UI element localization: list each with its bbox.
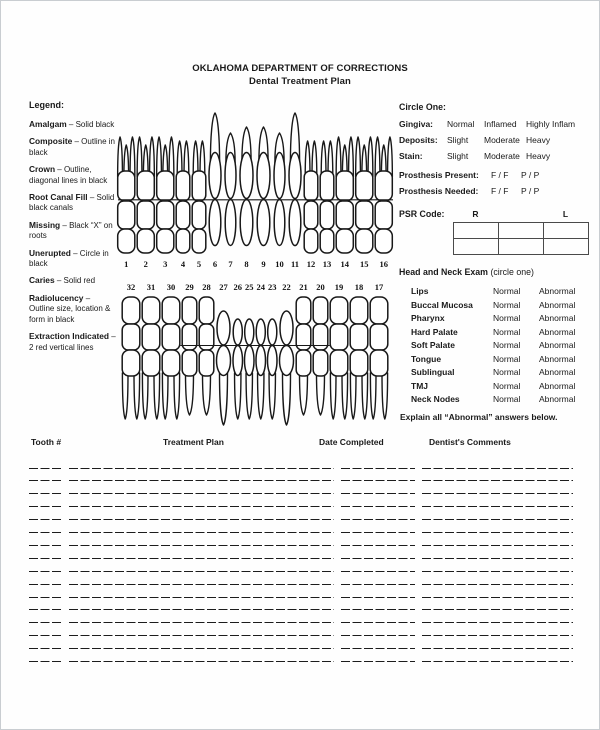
head-neck-site-label: Soft Palate <box>411 340 455 350</box>
treatment-table-row <box>29 649 573 662</box>
legend-term: Caries <box>29 275 55 286</box>
head-neck-row <box>399 340 593 353</box>
tooth-32 <box>122 297 140 419</box>
column-header-tooth-number: Tooth # <box>31 437 62 447</box>
treatment-table-row <box>29 624 573 637</box>
dentists-comments-line[interactable] <box>422 636 573 649</box>
tooth-number-line[interactable] <box>29 533 62 546</box>
treatment-plan-rows <box>29 456 573 662</box>
legend-desc: – Circle in black <box>29 248 109 269</box>
tooth-18 <box>350 297 368 419</box>
circle-one-row <box>399 135 593 148</box>
tooth-11 <box>289 113 301 246</box>
treatment-table-row <box>29 508 573 521</box>
treatment-table-row <box>29 611 573 624</box>
treatment-plan-line[interactable] <box>69 649 334 662</box>
tooth-chart <box>109 101 401 431</box>
date-completed-line[interactable] <box>341 456 415 469</box>
tooth-12 <box>304 141 318 253</box>
treatment-table-row <box>29 520 573 533</box>
prosthesis-needed-partial-option: P / P <box>521 186 540 196</box>
dentists-comments-line[interactable] <box>422 495 573 508</box>
upper-tooth-number: 7 <box>228 259 233 269</box>
head-neck-site-label: Tongue <box>411 353 442 364</box>
tooth-4 <box>176 141 190 253</box>
upper-tooth-number: 12 <box>306 259 316 269</box>
tooth-number-line[interactable] <box>29 559 62 572</box>
treatment-plan-line[interactable] <box>69 456 334 469</box>
head-neck-normal-option: Normal <box>493 313 521 323</box>
dentists-comments-line[interactable] <box>422 456 573 469</box>
tooth-number-line[interactable] <box>29 469 62 482</box>
legend-desc: – Black “X” on roots <box>29 220 113 241</box>
circle-one-row <box>399 119 593 132</box>
dentists-comments-line[interactable] <box>422 546 573 559</box>
treatment-plan-line[interactable] <box>69 495 334 508</box>
treatment-table-row <box>29 572 573 585</box>
prosthesis-present-row <box>399 170 593 183</box>
tooth-5 <box>192 141 206 253</box>
lower-tooth-number: 18 <box>354 282 364 292</box>
psr-cell[interactable] <box>499 223 544 239</box>
dentists-comments-line[interactable] <box>422 624 573 637</box>
form-title-document: Dental Treatment Plan <box>249 76 351 87</box>
treatment-table-row <box>29 546 573 559</box>
head-neck-heading-note: (circle one) <box>488 267 534 277</box>
tooth-6 <box>209 113 221 246</box>
date-completed-line[interactable] <box>341 611 415 624</box>
dentists-comments-line[interactable] <box>422 559 573 572</box>
head-neck-abnormal-option: Abnormal <box>539 286 576 296</box>
head-neck-abnormal-option: Abnormal <box>539 340 576 350</box>
tooth-number-line[interactable] <box>29 611 62 624</box>
circle-one-option: Heavy <box>526 151 551 161</box>
circle-one-row-label: Deposits: <box>399 135 438 145</box>
upper-tooth-number: 1 <box>124 259 129 269</box>
date-completed-line[interactable] <box>341 559 415 572</box>
prosthesis-present-label: Prosthesis Present: <box>399 170 479 180</box>
treatment-plan-line[interactable] <box>69 624 334 637</box>
tooth-number-line[interactable] <box>29 495 62 508</box>
head-neck-normal-option: Normal <box>493 367 521 377</box>
dentists-comments-line[interactable] <box>422 520 573 533</box>
legend-desc: – Solid black canals <box>29 193 115 213</box>
tooth-chart-svg <box>109 101 401 431</box>
treatment-plan-line[interactable] <box>69 598 334 611</box>
head-neck-site-label: Hard Palate <box>411 326 458 337</box>
date-completed-line[interactable] <box>341 482 415 495</box>
lower-tooth-number: 22 <box>282 282 291 292</box>
upper-tooth-number: 10 <box>275 259 284 269</box>
head-neck-abnormal-option: Abnormal <box>539 380 576 391</box>
lower-tooth-number: 31 <box>146 282 156 292</box>
date-completed-line[interactable] <box>341 649 415 662</box>
upper-tooth-number: 8 <box>244 259 249 269</box>
lower-tooth-number: 17 <box>374 282 384 292</box>
head-neck-abnormal-option: Abnormal <box>539 353 576 364</box>
treatment-plan-line[interactable] <box>69 572 334 585</box>
head-neck-site-label: TMJ <box>411 380 428 391</box>
date-completed-line[interactable] <box>341 546 415 559</box>
tooth-29 <box>182 297 197 415</box>
tooth-1 <box>118 137 135 253</box>
legend-item <box>29 192 117 214</box>
circle-one-row <box>399 151 593 164</box>
dentists-comments-line[interactable] <box>422 611 573 624</box>
upper-tooth-number: 4 <box>180 259 186 269</box>
circle-one-option: Heavy <box>526 135 551 145</box>
tooth-26 <box>233 319 243 419</box>
treatment-table-row <box>29 598 573 611</box>
lower-tooth-number: 29 <box>185 282 194 292</box>
treatment-plan-line[interactable] <box>69 508 334 521</box>
tooth-22 <box>280 311 294 425</box>
head-neck-site-label: Pharynx <box>411 313 445 323</box>
date-completed-line[interactable] <box>341 533 415 546</box>
treatment-table-row <box>29 495 573 508</box>
prosthesis-needed-label: Prosthesis Needed: <box>399 186 479 196</box>
treatment-table-row <box>29 469 573 482</box>
head-neck-normal-option: Normal <box>493 380 521 391</box>
treatment-plan-line[interactable] <box>69 559 334 572</box>
treatment-plan-line[interactable] <box>69 611 334 624</box>
head-neck-row <box>399 354 593 367</box>
head-neck-normal-option: Normal <box>493 299 521 310</box>
psr-left-label: L <box>562 209 569 219</box>
legend-heading: Legend: <box>29 100 64 110</box>
head-neck-normal-option: Normal <box>493 353 521 364</box>
head-neck-row <box>399 367 593 380</box>
date-completed-line[interactable] <box>341 508 415 521</box>
legend-item <box>29 164 117 186</box>
dentists-comments-line[interactable] <box>422 469 573 482</box>
legend-term: Composite <box>29 136 73 147</box>
prosthesis-needed-row <box>399 186 593 199</box>
head-neck-heading <box>399 267 534 277</box>
legend-term: Radiolucency <box>29 292 84 303</box>
tooth-number-line[interactable] <box>29 598 62 611</box>
abnormal-explain-note: Explain all “Abnormal” answers below. <box>400 412 558 422</box>
legend-term: Amalgam <box>29 119 67 129</box>
dentists-comments-line[interactable] <box>422 508 573 521</box>
legend-desc: – Outline in black <box>29 137 115 157</box>
psr-cell[interactable] <box>499 239 544 255</box>
lower-tooth-number: 19 <box>334 282 344 292</box>
head-neck-normal-option: Normal <box>493 340 521 350</box>
circle-one-option: Normal <box>447 119 475 129</box>
tooth-number-line[interactable] <box>29 508 62 521</box>
upper-tooth-number: 6 <box>212 259 218 269</box>
tooth-number-line[interactable] <box>29 624 62 637</box>
head-neck-site-label: Buccal Mucosa <box>411 299 473 310</box>
lower-tooth-number: 25 <box>245 282 254 292</box>
head-neck-row <box>399 327 593 340</box>
prosthesis-present-full-option: F / F <box>491 170 509 180</box>
lower-tooth-number: 21 <box>299 282 308 292</box>
head-neck-abnormal-option: Abnormal <box>539 313 576 323</box>
tooth-number-line[interactable] <box>29 649 62 662</box>
form-titles <box>1 62 599 88</box>
tooth-number-line[interactable] <box>29 636 62 649</box>
upper-tooth-number: 15 <box>360 259 369 269</box>
treatment-plan-line[interactable] <box>69 636 334 649</box>
psr-cell[interactable] <box>544 239 589 255</box>
lower-tooth-number: 20 <box>316 282 325 292</box>
tooth-14 <box>336 137 353 253</box>
legend-item <box>29 220 117 242</box>
upper-tooth-number: 9 <box>261 259 266 269</box>
head-neck-row <box>399 300 593 313</box>
column-header-date-completed: Date Completed <box>319 437 384 447</box>
psr-right-label: R <box>472 209 479 219</box>
prosthesis-present-partial-option: P / P <box>521 170 540 180</box>
legend-item <box>29 248 117 270</box>
lower-tooth-number: 27 <box>219 282 228 292</box>
tooth-number-line[interactable] <box>29 456 62 469</box>
head-neck-abnormal-option: Abnormal <box>539 394 576 404</box>
tooth-8 <box>240 127 253 246</box>
tooth-20 <box>313 297 328 415</box>
tooth-13 <box>320 141 334 253</box>
legend-desc: – Solid red <box>54 276 96 286</box>
circle-one-option: Inflamed <box>484 119 517 129</box>
date-completed-line[interactable] <box>341 520 415 533</box>
psr-cell[interactable] <box>454 223 499 239</box>
tooth-number-line[interactable] <box>29 546 62 559</box>
date-completed-line[interactable] <box>341 624 415 637</box>
treatment-table-row <box>29 533 573 546</box>
head-neck-normal-option: Normal <box>493 326 521 337</box>
date-completed-line[interactable] <box>341 636 415 649</box>
date-completed-line[interactable] <box>341 495 415 508</box>
tooth-17 <box>370 297 388 419</box>
head-neck-abnormal-option: Abnormal <box>539 326 576 337</box>
head-neck-row <box>399 313 593 326</box>
dentists-comments-line[interactable] <box>422 585 573 598</box>
tooth-21 <box>296 297 311 415</box>
tooth-7 <box>225 133 236 246</box>
date-completed-line[interactable] <box>341 572 415 585</box>
upper-tooth-number: 11 <box>290 259 300 269</box>
legend-items <box>29 119 117 353</box>
date-completed-line[interactable] <box>341 585 415 598</box>
head-neck-site-label: Lips <box>411 286 429 296</box>
legend-item <box>29 275 117 286</box>
legend-term: Missing <box>29 219 61 230</box>
circle-one-heading: Circle One: <box>399 102 446 112</box>
tooth-2 <box>137 137 154 253</box>
tooth-10 <box>274 133 285 246</box>
circle-one-option: Highly Inflam <box>526 119 576 129</box>
legend-item <box>29 136 117 158</box>
legend-desc: – Outline, diagonal lines in black <box>29 165 108 185</box>
tooth-30 <box>162 297 180 419</box>
circle-one-option: Slight <box>447 135 469 145</box>
tooth-27 <box>217 311 231 425</box>
exam-column <box>399 101 593 431</box>
legend-item <box>29 119 117 130</box>
treatment-plan-line[interactable] <box>69 482 334 495</box>
circle-one-option: Moderate <box>484 135 520 145</box>
treatment-table-row <box>29 559 573 572</box>
treatment-table-row <box>29 636 573 649</box>
lower-tooth-number: 23 <box>268 282 277 292</box>
circle-one-row-label: Gingiva: <box>399 119 434 129</box>
circle-one-option: Slight <box>447 151 469 161</box>
form-title-organization: OKLAHOMA DEPARTMENT OF CORRECTIONS <box>192 63 408 74</box>
upper-tooth-number: 14 <box>340 259 349 269</box>
lower-tooth-number: 24 <box>256 282 265 292</box>
tooth-number-line[interactable] <box>29 572 62 585</box>
lower-tooth-number: 26 <box>233 282 242 292</box>
head-neck-row <box>399 381 593 394</box>
upper-tooth-number: 3 <box>163 259 168 269</box>
upper-tooth-number: 2 <box>143 259 148 269</box>
legend-desc: – Outline size, location & form in black <box>29 293 111 324</box>
psr-cell[interactable] <box>454 239 499 255</box>
tooth-24 <box>256 319 266 419</box>
dentists-comments-line[interactable] <box>422 572 573 585</box>
psr-code-table <box>453 222 589 255</box>
circle-one-row-label: Stain: <box>399 151 423 161</box>
treatment-plan-line[interactable] <box>69 546 334 559</box>
head-neck-abnormal-option: Abnormal <box>539 367 576 377</box>
tooth-number-line[interactable] <box>29 585 62 598</box>
prosthesis-needed-full-option: F / F <box>491 186 509 196</box>
lower-tooth-number: 28 <box>202 282 211 292</box>
dentists-comments-line[interactable] <box>422 482 573 495</box>
treatment-plan-line[interactable] <box>69 585 334 598</box>
legend-item <box>29 293 117 325</box>
head-neck-site-label: Neck Nodes <box>411 394 460 404</box>
psr-code-label: PSR Code: <box>399 209 445 219</box>
column-header-treatment-plan: Treatment Plan <box>163 437 224 447</box>
circle-one-option: Moderate <box>484 151 520 161</box>
treatment-table-row <box>29 456 573 469</box>
upper-tooth-number: 13 <box>322 259 332 269</box>
tooth-9 <box>257 127 270 246</box>
treatment-table-row <box>29 482 573 495</box>
tooth-16 <box>375 137 392 253</box>
tooth-number-line[interactable] <box>29 520 62 533</box>
treatment-plan-line[interactable] <box>69 469 334 482</box>
dentists-comments-line[interactable] <box>422 649 573 662</box>
date-completed-line[interactable] <box>341 598 415 611</box>
head-neck-row <box>399 286 593 299</box>
legend-section <box>29 100 117 359</box>
lower-tooth-number: 30 <box>166 282 176 292</box>
lower-tooth-number: 32 <box>126 282 136 292</box>
head-neck-row <box>399 394 593 407</box>
upper-tooth-number: 5 <box>196 259 202 269</box>
tooth-28 <box>199 297 214 415</box>
head-neck-site-label: Sublingual <box>411 367 455 377</box>
treatment-plan-line[interactable] <box>69 533 334 546</box>
head-neck-abnormal-option: Abnormal <box>539 299 576 310</box>
treatment-plan-line[interactable] <box>69 520 334 533</box>
legend-desc: – 2 red vertical lines <box>29 332 116 352</box>
legend-term: Crown <box>29 164 56 175</box>
legend-desc: – Solid black <box>66 120 115 129</box>
date-completed-line[interactable] <box>341 469 415 482</box>
tooth-number-line[interactable] <box>29 482 62 495</box>
upper-tooth-number: 16 <box>379 259 388 269</box>
tooth-31 <box>142 297 160 419</box>
column-header-dentists-comments: Dentist's Comments <box>429 437 511 447</box>
tooth-19 <box>330 297 348 419</box>
legend-term: Root Canal Fill <box>29 192 88 203</box>
legend-term: Unerupted <box>29 247 71 258</box>
tooth-25 <box>245 319 255 419</box>
psr-cell[interactable] <box>544 223 589 239</box>
tooth-3 <box>157 137 174 253</box>
head-neck-normal-option: Normal <box>493 286 521 296</box>
head-neck-heading-text: Head and Neck Exam <box>399 267 488 277</box>
dentists-comments-line[interactable] <box>422 598 573 611</box>
dentists-comments-line[interactable] <box>422 533 573 546</box>
tooth-23 <box>268 319 278 419</box>
tooth-15 <box>356 137 373 253</box>
head-neck-normal-option: Normal <box>493 394 521 404</box>
legend-item <box>29 331 117 353</box>
treatment-table-row <box>29 585 573 598</box>
legend-term: Extraction Indicated <box>29 331 110 342</box>
